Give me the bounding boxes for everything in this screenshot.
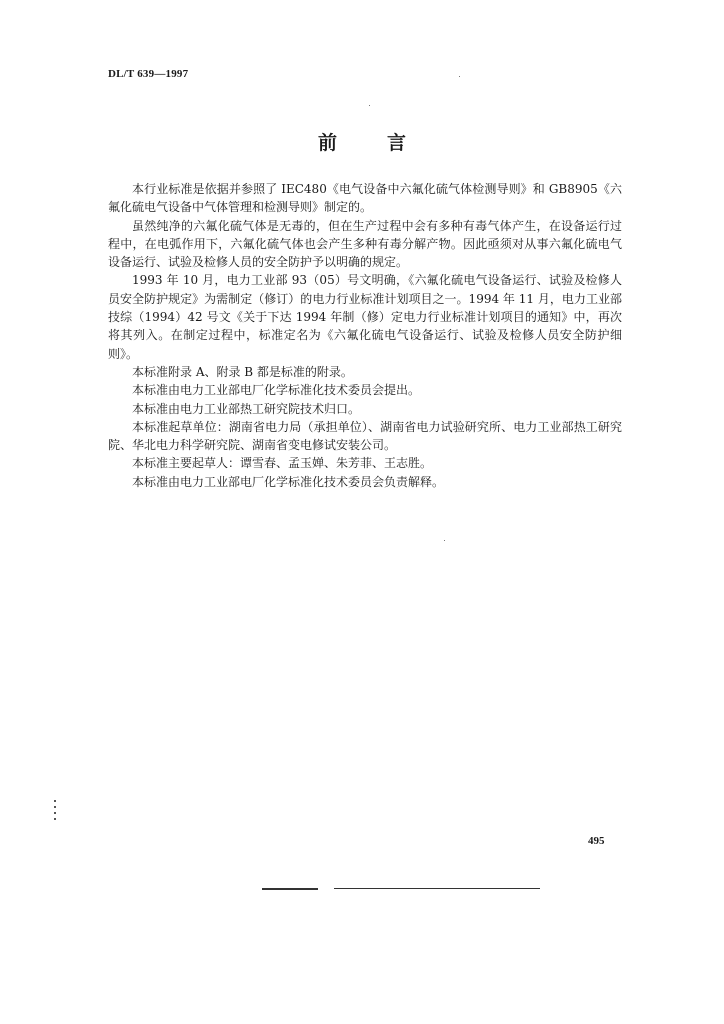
paragraph: 本标准附录 A、附录 B 都是标准的附录。 (132, 364, 353, 379)
scan-line-left (262, 888, 318, 890)
page-title: 前言 (317, 132, 456, 154)
paragraph: 本行业标准是依据并参照了 IEC480《电气设备中六氟化硫气体检测导则》和 GB8905《六氟化硫电气设备中气体管理和检测导则》制定的。 (108, 182, 622, 215)
paragraph: 本标准由电力工业部电厂化学标准化技术委员会提出。 (132, 383, 421, 398)
scan-speck (444, 540, 445, 541)
scan-speck (369, 105, 370, 106)
paragraph: 本标准由电力工业部电厂化学标准化技术委员会负责解释。 (132, 474, 445, 489)
standard-code: DL/T 639—1997 (108, 68, 189, 80)
scan-line-right (334, 888, 540, 889)
paragraph: 本标准主要起草人：谭雪春、孟玉婵、朱芳菲、王志胜。 (132, 456, 433, 471)
scan-margin-dots (54, 800, 56, 820)
paragraph: 本标准起草单位：湖南省电力局（承担单位）、湖南省电力试验研究所、电力工业部热工研究院、华北电力科学研究院、湖南省变电修试安装公司。 (108, 419, 622, 453)
foreword-body (108, 180, 622, 491)
scan-speck (459, 76, 460, 77)
paragraph: 1993 年 10 月，电力工业部 93（05）号文明确，《六氟化硫电气设备运行、试验及检修人员安全防护规定》为需制定（修订）的电力行业标准计划项目之一。1994 年 11 月，电力工业部技综（1994）42 号文《关于下达 1994 年制（修）定电力行业标准计划项目的通知》中，再次将其列入。在制定过程中，标准定名为《六氟化硫电气设备运行、试验及检修人员安全防护细则》。 (108, 273, 622, 361)
paragraph: 本标准由电力工业部热工研究院技术归口。 (132, 401, 361, 416)
paragraph: 虽然纯净的六氟化硫气体是无毒的，但在生产过程中会有多种有毒气体产生，在设备运行过程中，在电弧作用下，六氟化硫气体也会产生多种有毒分解产物。因此亟须对从事六氟化硫电气设备运行、试验及检修人员的安全防护予以明确的规定。 (108, 218, 622, 270)
page-number: 495 (588, 835, 605, 847)
